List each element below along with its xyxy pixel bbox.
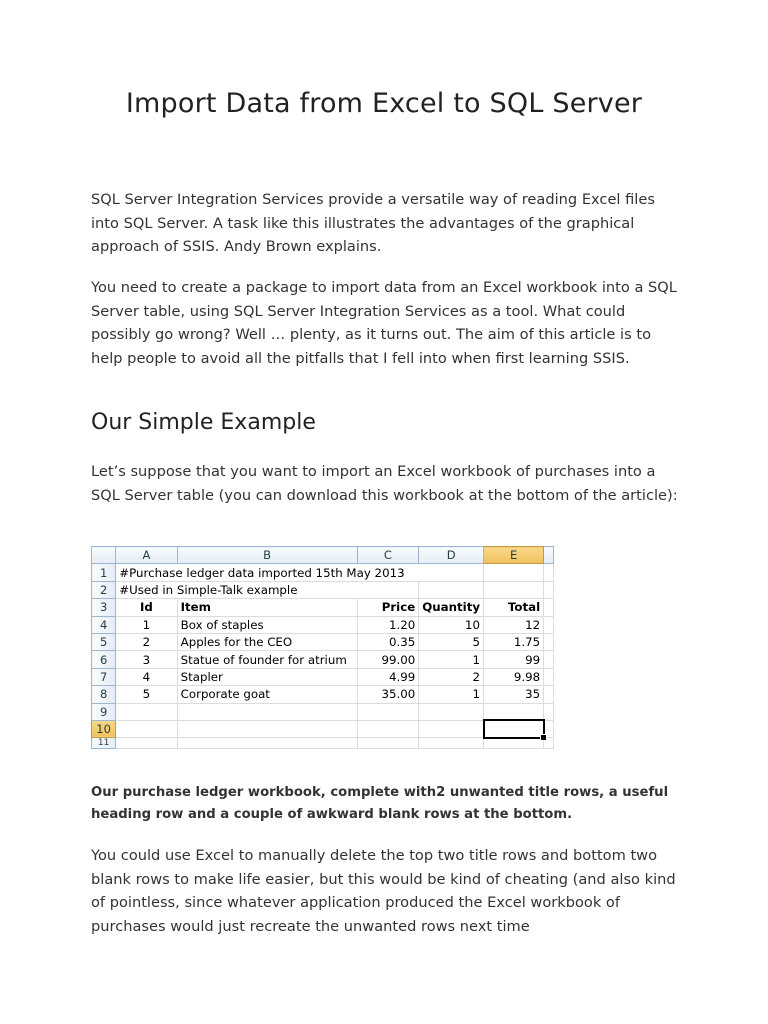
title-cell-1: #Purchase ledger data imported 15th May 2013	[116, 564, 419, 581]
cell-total: 35	[484, 686, 544, 703]
sheet-cell	[116, 738, 177, 749]
sheet-cell	[484, 581, 544, 598]
row-header-selected: 10	[92, 720, 116, 737]
sheet-cell	[357, 581, 419, 598]
body-paragraph-3: You could use Excel to manually delete the top two title rows and bottom two blank rows to make life easier, but this would be kind of cheating (and also kind of pointless, since whatever application produced the Excel workbook of purchases would just recreate the unwanted rows next time	[91, 847, 676, 935]
column-header-a: A	[116, 547, 177, 564]
section-heading: Our Simple Example	[91, 410, 316, 435]
cell-id: 1	[116, 616, 177, 633]
sheet-cell	[544, 633, 554, 650]
sheet-cell	[357, 720, 419, 737]
sheet-cell	[484, 738, 544, 749]
row-header: 2	[92, 581, 116, 598]
cell-item: Apples for the CEO	[177, 633, 357, 650]
sheet-cell	[177, 703, 357, 720]
figure-caption: Our purchase ledger workbook, complete with2 unwanted title rows, a useful heading row and a couple of awkward blank rows at the bottom.	[91, 785, 669, 822]
column-header-e: E	[484, 547, 544, 564]
sheet-cell	[484, 564, 544, 581]
cell-id: 4	[116, 668, 177, 685]
sheet-cell	[419, 720, 484, 737]
sheet-cell	[484, 703, 544, 720]
column-header-c: C	[357, 547, 419, 564]
cell-price: 1.20	[357, 616, 419, 633]
header-price: Price	[357, 599, 419, 616]
sheet-cell	[357, 738, 419, 749]
spreadsheet-screenshot	[91, 546, 554, 762]
sheet-cell	[544, 686, 554, 703]
row-header: 7	[92, 668, 116, 685]
cell-item: Box of staples	[177, 616, 357, 633]
header-item: Item	[177, 599, 357, 616]
cell-price: 99.00	[357, 651, 419, 668]
sheet-cell	[116, 720, 177, 737]
row-header: 4	[92, 616, 116, 633]
cell-total: 99	[484, 651, 544, 668]
sheet-cell	[544, 564, 554, 581]
cell-quantity: 1	[419, 686, 484, 703]
table-row	[92, 668, 554, 685]
table-row	[92, 633, 554, 650]
active-cell	[484, 720, 544, 737]
sheet-corner	[92, 547, 116, 564]
body-paragraph-1: You need to create a package to import data from an Excel workbook into a SQL Server table, using SQL Server Integration Services as a tool. What could possibly go wrong? Well … plenty, as it turns out. The aim of this article is to help people to avoid all the pitfalls that I fell into when first learning SSIS.	[91, 279, 677, 367]
sheet-cell	[357, 703, 419, 720]
row-header: 6	[92, 651, 116, 668]
row-header: 9	[92, 703, 116, 720]
intro-paragraph: SQL Server Integration Services provide a versatile way of reading Excel files into SQL Server. A task like this illustrates the advantages of the graphical approach of SSIS. Andy Brown explains.	[91, 191, 655, 256]
column-header-d: D	[419, 547, 484, 564]
cell-total: 12	[484, 616, 544, 633]
row-header: 11	[92, 738, 116, 749]
cell-item: Stapler	[177, 668, 357, 685]
sheet-cell	[419, 581, 484, 598]
cell-id: 3	[116, 651, 177, 668]
table-row	[92, 616, 554, 633]
sheet-cell	[177, 738, 357, 749]
cell-quantity: 10	[419, 616, 484, 633]
row-header: 8	[92, 686, 116, 703]
sheet-cell	[544, 581, 554, 598]
table-row	[92, 686, 554, 703]
cell-item: Corporate goat	[177, 686, 357, 703]
sheet-cell	[544, 616, 554, 633]
cell-id: 5	[116, 686, 177, 703]
sheet-cell	[116, 703, 177, 720]
cell-total: 1.75	[484, 633, 544, 650]
title-cell-2: #Used in Simple-Talk example	[116, 581, 357, 598]
cell-quantity: 5	[419, 633, 484, 650]
column-header-b: B	[177, 547, 357, 564]
sheet-cell	[544, 703, 554, 720]
body-paragraph-2: Let’s suppose that you want to import an Excel workbook of purchases into a SQL Server table (you can download this workbook at the bottom of the article):	[91, 463, 678, 504]
sheet-cell	[177, 720, 357, 737]
row-header: 1	[92, 564, 116, 581]
sheet-cell	[544, 668, 554, 685]
cell-id: 2	[116, 633, 177, 650]
table-row	[92, 651, 554, 668]
sheet-cell	[419, 703, 484, 720]
sheet-cell	[544, 651, 554, 668]
cell-price: 35.00	[357, 686, 419, 703]
cell-quantity: 2	[419, 668, 484, 685]
cell-total: 9.98	[484, 668, 544, 685]
cell-item: Statue of founder for atrium	[177, 651, 357, 668]
header-id: Id	[116, 599, 177, 616]
row-header: 3	[92, 599, 116, 616]
cell-quantity: 1	[419, 651, 484, 668]
sheet-cell	[419, 564, 484, 581]
page-title: Import Data from Excel to SQL Server	[125, 88, 643, 119]
cell-price: 0.35	[357, 633, 419, 650]
column-header-f	[544, 547, 554, 564]
spreadsheet-grid	[91, 546, 554, 749]
header-quantity: Quantity	[419, 599, 484, 616]
cell-price: 4.99	[357, 668, 419, 685]
header-total: Total	[484, 599, 544, 616]
row-header: 5	[92, 633, 116, 650]
sheet-cell	[419, 738, 484, 749]
sheet-cell	[544, 599, 554, 616]
